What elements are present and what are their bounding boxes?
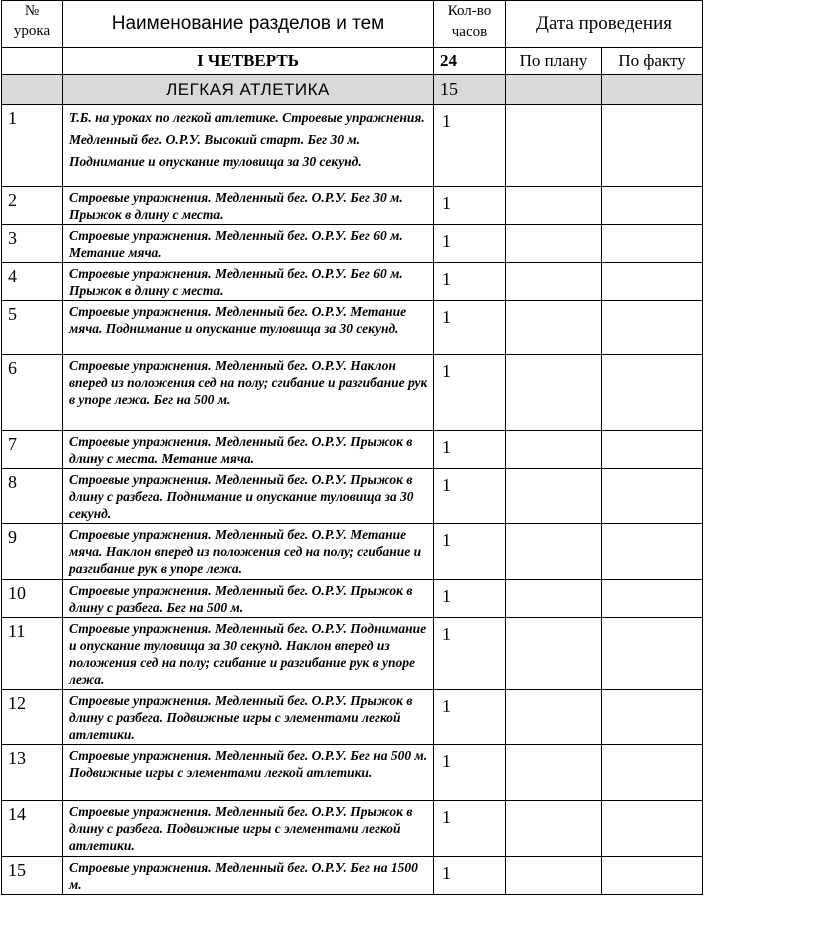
lesson-number: 8 [2,469,63,524]
lesson-topic: Строевые упражнения. Медленный бег. О.Р.У. Наклон вперед из положения сед на полу; сгибание и разгибание рук в упоре лежа. Бег на 500 м. [63,355,434,431]
lesson-topic: Строевые упражнения. Медленный бег. О.Р.У. Прыжок в длину с разбега. Поднимание и опускание туловища за 30 секунд. [63,469,434,524]
lesson-date-fact [602,524,703,580]
lesson-date-plan [506,225,602,263]
date-plan-header: По плану [506,48,602,75]
lesson-topic: Т.Б. на уроках по легкой атлетике. Строевые упражнения. Медленный бег. О.Р.У. Высокий старт. Бег 30 м. Поднимание и опускание туловища за 30 секунд. [63,105,434,187]
lesson-date-fact [602,263,703,301]
lesson-topic: Строевые упражнения. Медленный бег. О.Р.У. Прыжок в длину с разбега. Подвижные игры с элементами легкой атлетики. [63,690,434,745]
lesson-date-plan [506,745,602,801]
header-hours [434,1,506,48]
lesson-date-plan [506,801,602,857]
lesson-date-fact [602,187,703,225]
lesson-hours: 1 [434,690,506,745]
lesson-topic: Строевые упражнения. Медленный бег. О.Р.У. Прыжок в длину с разбега. Подвижные игры с элементами легкой атлетики. [63,801,434,857]
quarter-row [2,48,703,75]
table-row [2,580,703,618]
table-row [2,431,703,469]
lesson-topic: Строевые упражнения. Медленный бег. О.Р.У. Бег 60 м. Прыжок в длину с места. [63,263,434,301]
table-row [2,618,703,690]
lesson-hours: 1 [434,469,506,524]
lesson-number: 13 [2,745,63,801]
lesson-number: 9 [2,524,63,580]
table-row [2,801,703,857]
header-num-symbol: № [24,3,40,19]
section-hours: 15 [434,75,506,105]
section-plan-cell [506,75,602,105]
lesson-topic: Строевые упражнения. Медленный бег. О.Р.У. Прыжок в длину с разбега. Бег на 500 м. [63,580,434,618]
section-fact-cell [602,75,703,105]
lesson-number: 15 [2,857,63,895]
lesson-date-fact [602,745,703,801]
section-title: ЛЕГКАЯ АТЛЕТИКА [63,75,434,105]
lesson-hours: 1 [434,801,506,857]
lesson-number: 6 [2,355,63,431]
lesson-date-fact [602,105,703,187]
lesson-topic: Строевые упражнения. Медленный бег. О.Р.У. Метание мяча. Наклон вперед из положения сед на полу; сгибание и разгибание рук в упоре лежа. [63,524,434,580]
lesson-date-fact [602,301,703,355]
lesson-topic: Строевые упражнения. Медленный бег. О.Р.У. Метание мяча. Поднимание и опускание туловища за 30 секунд. [63,301,434,355]
header-topic-title: Наименование разделов и тем [63,1,434,48]
header-row [2,1,703,48]
table-row [2,105,703,187]
lesson-topic: Строевые упражнения. Медленный бег. О.Р.У. Бег 30 м. Прыжок в длину с места. [63,187,434,225]
table-row [2,355,703,431]
lesson-number: 7 [2,431,63,469]
lesson-date-plan [506,469,602,524]
lesson-hours: 1 [434,524,506,580]
lesson-date-fact [602,857,703,895]
lesson-date-fact [602,580,703,618]
lesson-number: 10 [2,580,63,618]
lesson-date-plan [506,524,602,580]
lesson-date-plan [506,187,602,225]
lesson-hours: 1 [434,618,506,690]
table-row [2,690,703,745]
lesson-topic: Строевые упражнения. Медленный бег. О.Р.У. Бег на 500 м. Подвижные игры с элементами легкой атлетики. [63,745,434,801]
lesson-number: 14 [2,801,63,857]
lesson-hours: 1 [434,301,506,355]
lesson-hours: 1 [434,187,506,225]
lesson-number: 2 [2,187,63,225]
lesson-hours: 1 [434,225,506,263]
lesson-date-plan [506,301,602,355]
lesson-plan-table [1,0,703,895]
lesson-topic: Строевые упражнения. Медленный бег. О.Р.У. Поднимание и опускание туловища за 30 секунд. Наклон вперед из положения сед на полу; сгибание и разгибание рук в упоре лежа. [63,618,434,690]
lesson-number: 1 [2,105,63,187]
header-date: Дата проведения [506,1,703,48]
lesson-number: 5 [2,301,63,355]
quarter-empty-cell [2,48,63,75]
lesson-date-plan [506,690,602,745]
lesson-hours: 1 [434,105,506,187]
section-empty-cell [2,75,63,105]
lesson-hours: 1 [434,745,506,801]
lesson-number: 12 [2,690,63,745]
lesson-topic: Строевые упражнения. Медленный бег. О.Р.У. Бег 60 м. Метание мяча. [63,225,434,263]
lesson-rows [2,105,703,895]
lesson-hours: 1 [434,355,506,431]
lesson-date-fact [602,618,703,690]
lesson-date-plan [506,580,602,618]
lesson-date-fact [602,225,703,263]
lesson-hours: 1 [434,857,506,895]
table-row [2,187,703,225]
lesson-date-fact [602,801,703,857]
lesson-number: 11 [2,618,63,690]
section-row [2,75,703,105]
lesson-topic: Строевые упражнения. Медленный бег. О.Р.У. Бег на 1500 м. [63,857,434,895]
lesson-date-plan [506,431,602,469]
header-num-label: урока [13,23,51,39]
table-row [2,301,703,355]
lesson-date-plan [506,618,602,690]
lesson-date-fact [602,469,703,524]
table-row [2,745,703,801]
lesson-number: 4 [2,263,63,301]
table-row [2,524,703,580]
lesson-hours: 1 [434,431,506,469]
quarter-title: I ЧЕТВЕРТЬ [63,48,434,75]
table-row [2,263,703,301]
header-lesson-number [2,1,63,48]
lesson-date-fact [602,355,703,431]
lesson-date-plan [506,355,602,431]
lesson-number: 3 [2,225,63,263]
table-row [2,225,703,263]
header-hours-line1: Кол-во [447,3,492,19]
date-fact-header: По факту [602,48,703,75]
lesson-date-plan [506,857,602,895]
lesson-hours: 1 [434,580,506,618]
lesson-date-plan [506,105,602,187]
quarter-hours: 24 [434,48,506,75]
lesson-date-fact [602,690,703,745]
lesson-date-plan [506,263,602,301]
header-hours-line2: часов [451,24,488,40]
table-row [2,469,703,524]
lesson-date-fact [602,431,703,469]
lesson-topic: Строевые упражнения. Медленный бег. О.Р.У. Прыжок в длину с места. Метание мяча. [63,431,434,469]
lesson-hours: 1 [434,263,506,301]
table-row [2,857,703,895]
